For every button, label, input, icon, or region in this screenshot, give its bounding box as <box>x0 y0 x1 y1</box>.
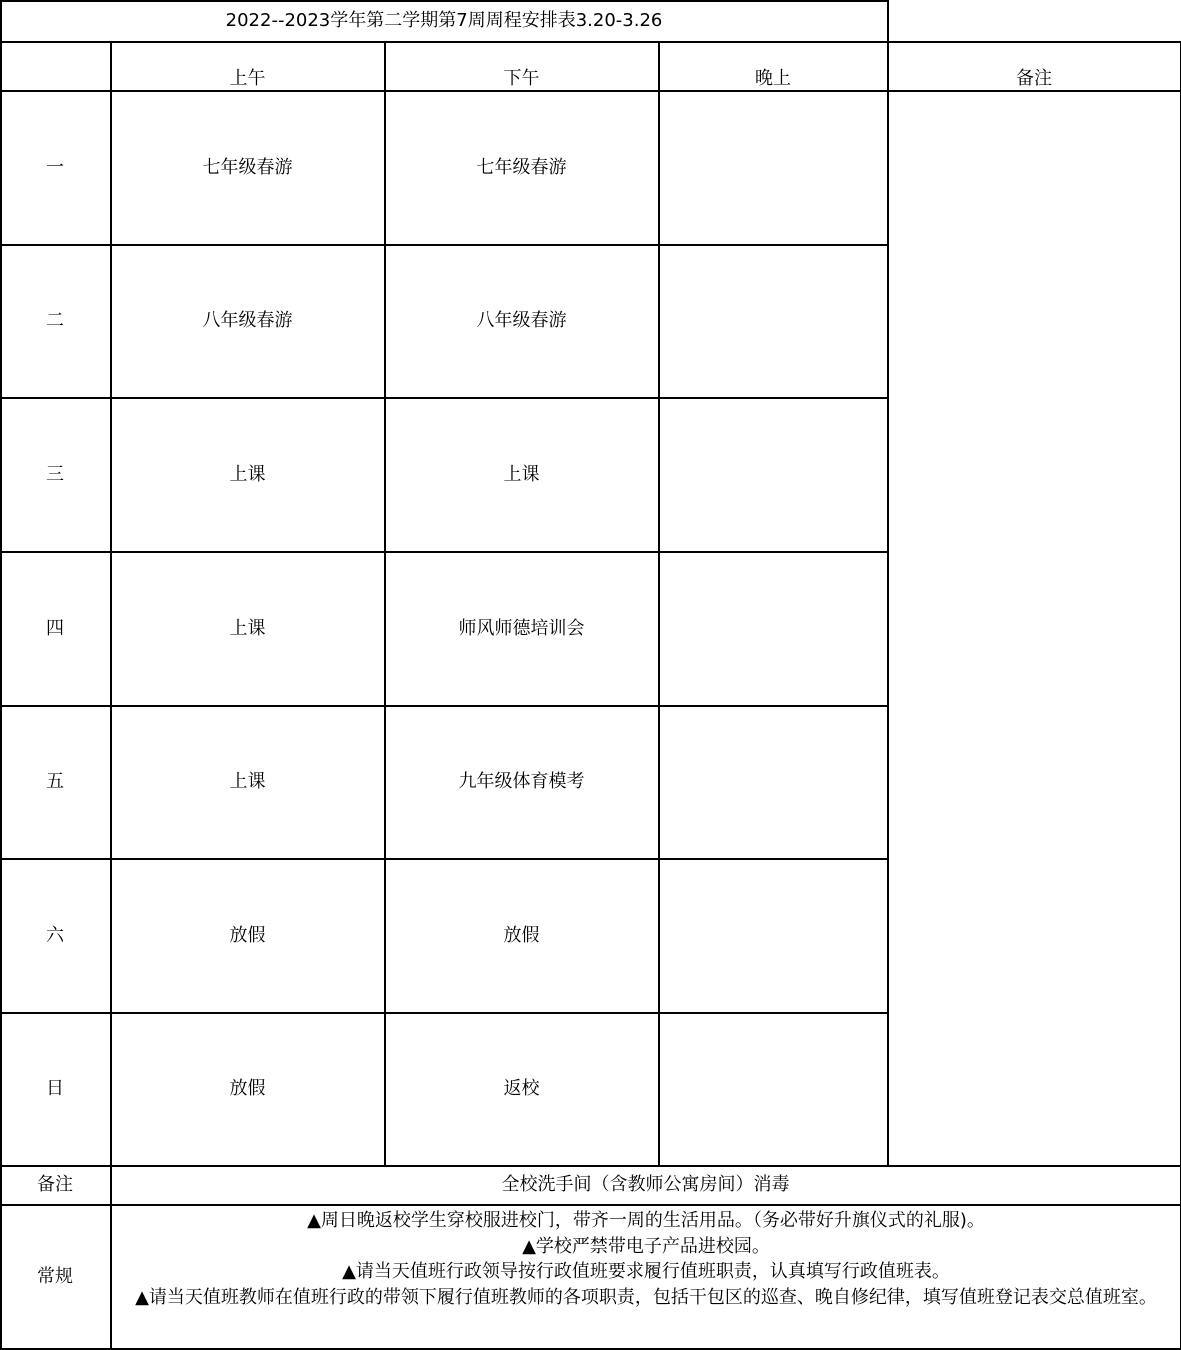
day-label: 一 <box>46 156 64 178</box>
routine-line: ▲学校严禁带电子产品进校园。 <box>522 1235 770 1257</box>
evening-cell <box>659 245 887 397</box>
day-label: 五 <box>46 771 64 793</box>
evening-cell <box>659 1013 887 1165</box>
routine-line: ▲请当天值班教师在值班行政的带领下履行值班教师的各项职责，包括干包区的巡查、晚自修纪律，填写值班登记表交总值班室。 <box>135 1286 1157 1308</box>
remark-row-label: 备注 <box>37 1174 73 1196</box>
routine-row-label: 常规 <box>37 1265 73 1287</box>
afternoon-cell: 师风师德培训会 <box>458 617 585 639</box>
afternoon-cell: 上课 <box>503 463 540 485</box>
day-label: 六 <box>46 924 64 946</box>
header-morning: 上午 <box>229 68 266 90</box>
afternoon-cell: 八年级春游 <box>476 310 567 332</box>
header-remarks: 备注 <box>1016 68 1052 90</box>
remark-row-text: 全校洗手间（含教师公寓房间）消毒 <box>501 1174 790 1196</box>
evening-cell <box>659 859 887 1012</box>
afternoon-cell: 九年级体育模考 <box>458 771 585 793</box>
routine-row-content <box>111 1205 1181 1345</box>
evening-cell <box>659 91 887 244</box>
morning-cell: 上课 <box>229 617 266 639</box>
routine-line: ▲周日晚返校学生穿校服进校门，带齐一周的生活用品。（务必带好升旗仪式的礼服)。 <box>307 1210 985 1231</box>
evening-cell <box>659 552 887 705</box>
header-afternoon: 下午 <box>503 68 540 90</box>
morning-cell: 放假 <box>229 924 266 946</box>
day-label: 二 <box>46 310 64 332</box>
afternoon-cell: 放假 <box>503 924 540 946</box>
afternoon-cell: 返校 <box>503 1078 540 1100</box>
morning-cell: 八年级春游 <box>202 310 293 332</box>
day-label: 三 <box>46 463 64 485</box>
afternoon-cell: 七年级春游 <box>476 156 567 178</box>
morning-cell: 放假 <box>229 1078 266 1100</box>
header-evening: 晚上 <box>755 68 791 90</box>
page-title: 2022--2023学年第二学期第7周周程安排表3.20-3.26 <box>225 10 663 32</box>
routine-line: ▲请当天值班行政领导按行政值班要求履行值班职责，认真填写行政值班表。 <box>342 1261 950 1282</box>
morning-cell: 七年级春游 <box>202 156 293 178</box>
morning-cell: 上课 <box>229 771 266 793</box>
day-label: 日 <box>46 1078 64 1100</box>
evening-cell <box>659 398 887 551</box>
grid-line <box>887 0 889 1166</box>
grid-line <box>0 1348 1181 1350</box>
evening-cell <box>659 706 887 858</box>
morning-cell: 上课 <box>229 463 266 485</box>
day-label: 四 <box>46 617 64 639</box>
